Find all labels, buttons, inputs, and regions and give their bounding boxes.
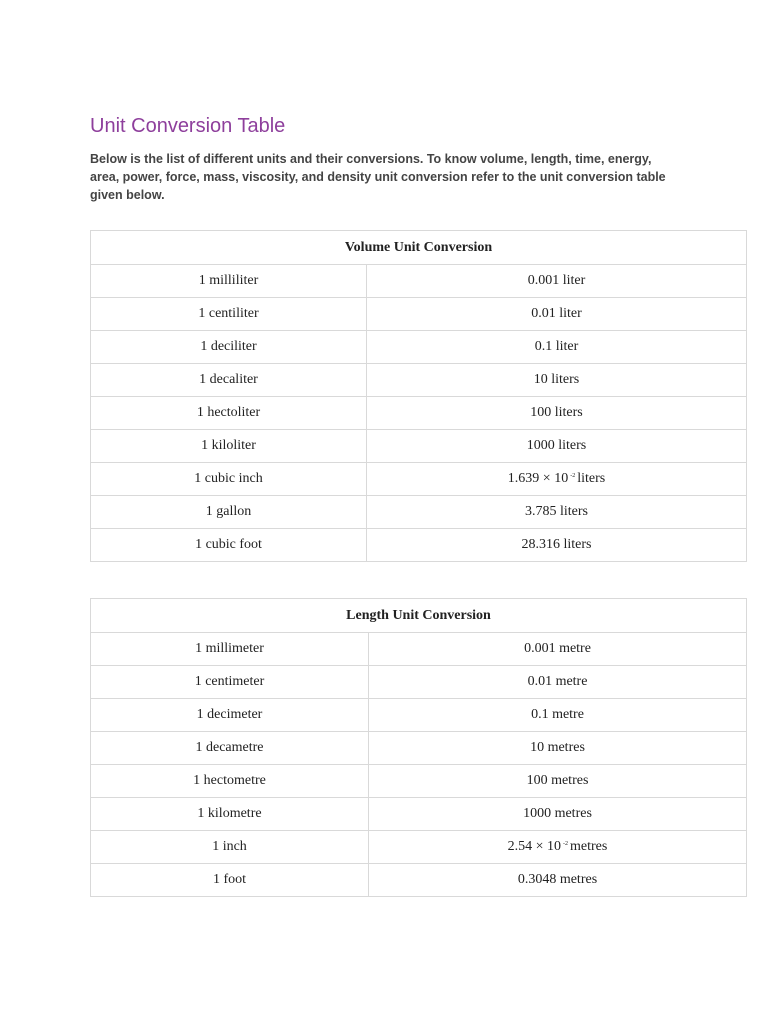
value-cell: 1000 metres [369, 798, 747, 831]
value-unit: liters [577, 471, 606, 486]
length-table-heading: Length Unit Conversion [91, 599, 747, 633]
value-exponent: -2 [563, 841, 569, 847]
value-cell: 10 metres [369, 732, 747, 765]
value-unit: metres [570, 839, 608, 854]
table-row [91, 831, 747, 864]
table-row [91, 397, 747, 430]
value-cell: 1000 liters [367, 430, 747, 463]
value-cell: 100 liters [367, 397, 747, 430]
unit-cell: 1 centimeter [91, 666, 369, 699]
table-row [91, 529, 747, 562]
unit-cell: 1 kiloliter [91, 430, 367, 463]
volume-conversion-table [90, 230, 747, 562]
value-cell: 0.1 liter [367, 331, 747, 364]
unit-cell: 1 cubic inch [91, 463, 367, 496]
table-row [91, 765, 747, 798]
unit-cell: 1 centiliter [91, 298, 367, 331]
table-row [91, 463, 747, 496]
value-cell: 3.785 liters [367, 496, 747, 529]
table-row [91, 699, 747, 732]
volume-table-heading: Volume Unit Conversion [91, 231, 747, 265]
value-cell: 0.1 metre [369, 699, 747, 732]
length-conversion-table [90, 598, 747, 897]
unit-cell: 1 decaliter [91, 364, 367, 397]
table-header-row [91, 599, 747, 633]
unit-cell: 1 gallon [91, 496, 367, 529]
unit-cell: 1 inch [91, 831, 369, 864]
value-cell: 100 metres [369, 765, 747, 798]
table-row [91, 732, 747, 765]
value-cell [369, 831, 747, 864]
table-row [91, 864, 747, 897]
table-row [91, 298, 747, 331]
value-cell: 0.01 metre [369, 666, 747, 699]
unit-cell: 1 hectometre [91, 765, 369, 798]
table-row [91, 331, 747, 364]
value-mantissa: 1.639 × 10 [507, 471, 569, 486]
table-row [91, 364, 747, 397]
unit-cell: 1 decametre [91, 732, 369, 765]
value-mantissa: 2.54 × 10 [507, 839, 562, 854]
value-cell: 28.316 liters [367, 529, 747, 562]
intro-paragraph: Below is the list of different units and their conversions. To know volume, length, time, energy, area, power, force, mass, viscosity, and density unit conversion refer to the unit conversion table given below. [90, 152, 666, 202]
value-cell: 0.3048 metres [369, 864, 747, 897]
unit-cell: 1 millimeter [91, 633, 369, 666]
unit-cell: 1 cubic foot [91, 529, 367, 562]
unit-cell: 1 deciliter [91, 331, 367, 364]
page-title: Unit Conversion Table [90, 115, 286, 137]
value-cell: 0.01 liter [367, 298, 747, 331]
table-row [91, 666, 747, 699]
table-row [91, 633, 747, 666]
unit-cell: 1 milliliter [91, 265, 367, 298]
value-exponent: -2 [570, 473, 576, 479]
table-row [91, 798, 747, 831]
value-cell: 0.001 metre [369, 633, 747, 666]
unit-cell: 1 decimeter [91, 699, 369, 732]
value-cell [367, 463, 747, 496]
table-header-row [91, 231, 747, 265]
value-cell: 10 liters [367, 364, 747, 397]
table-row [91, 430, 747, 463]
unit-cell: 1 foot [91, 864, 369, 897]
table-row [91, 496, 747, 529]
unit-cell: 1 kilometre [91, 798, 369, 831]
unit-cell: 1 hectoliter [91, 397, 367, 430]
table-row [91, 265, 747, 298]
value-cell: 0.001 liter [367, 265, 747, 298]
